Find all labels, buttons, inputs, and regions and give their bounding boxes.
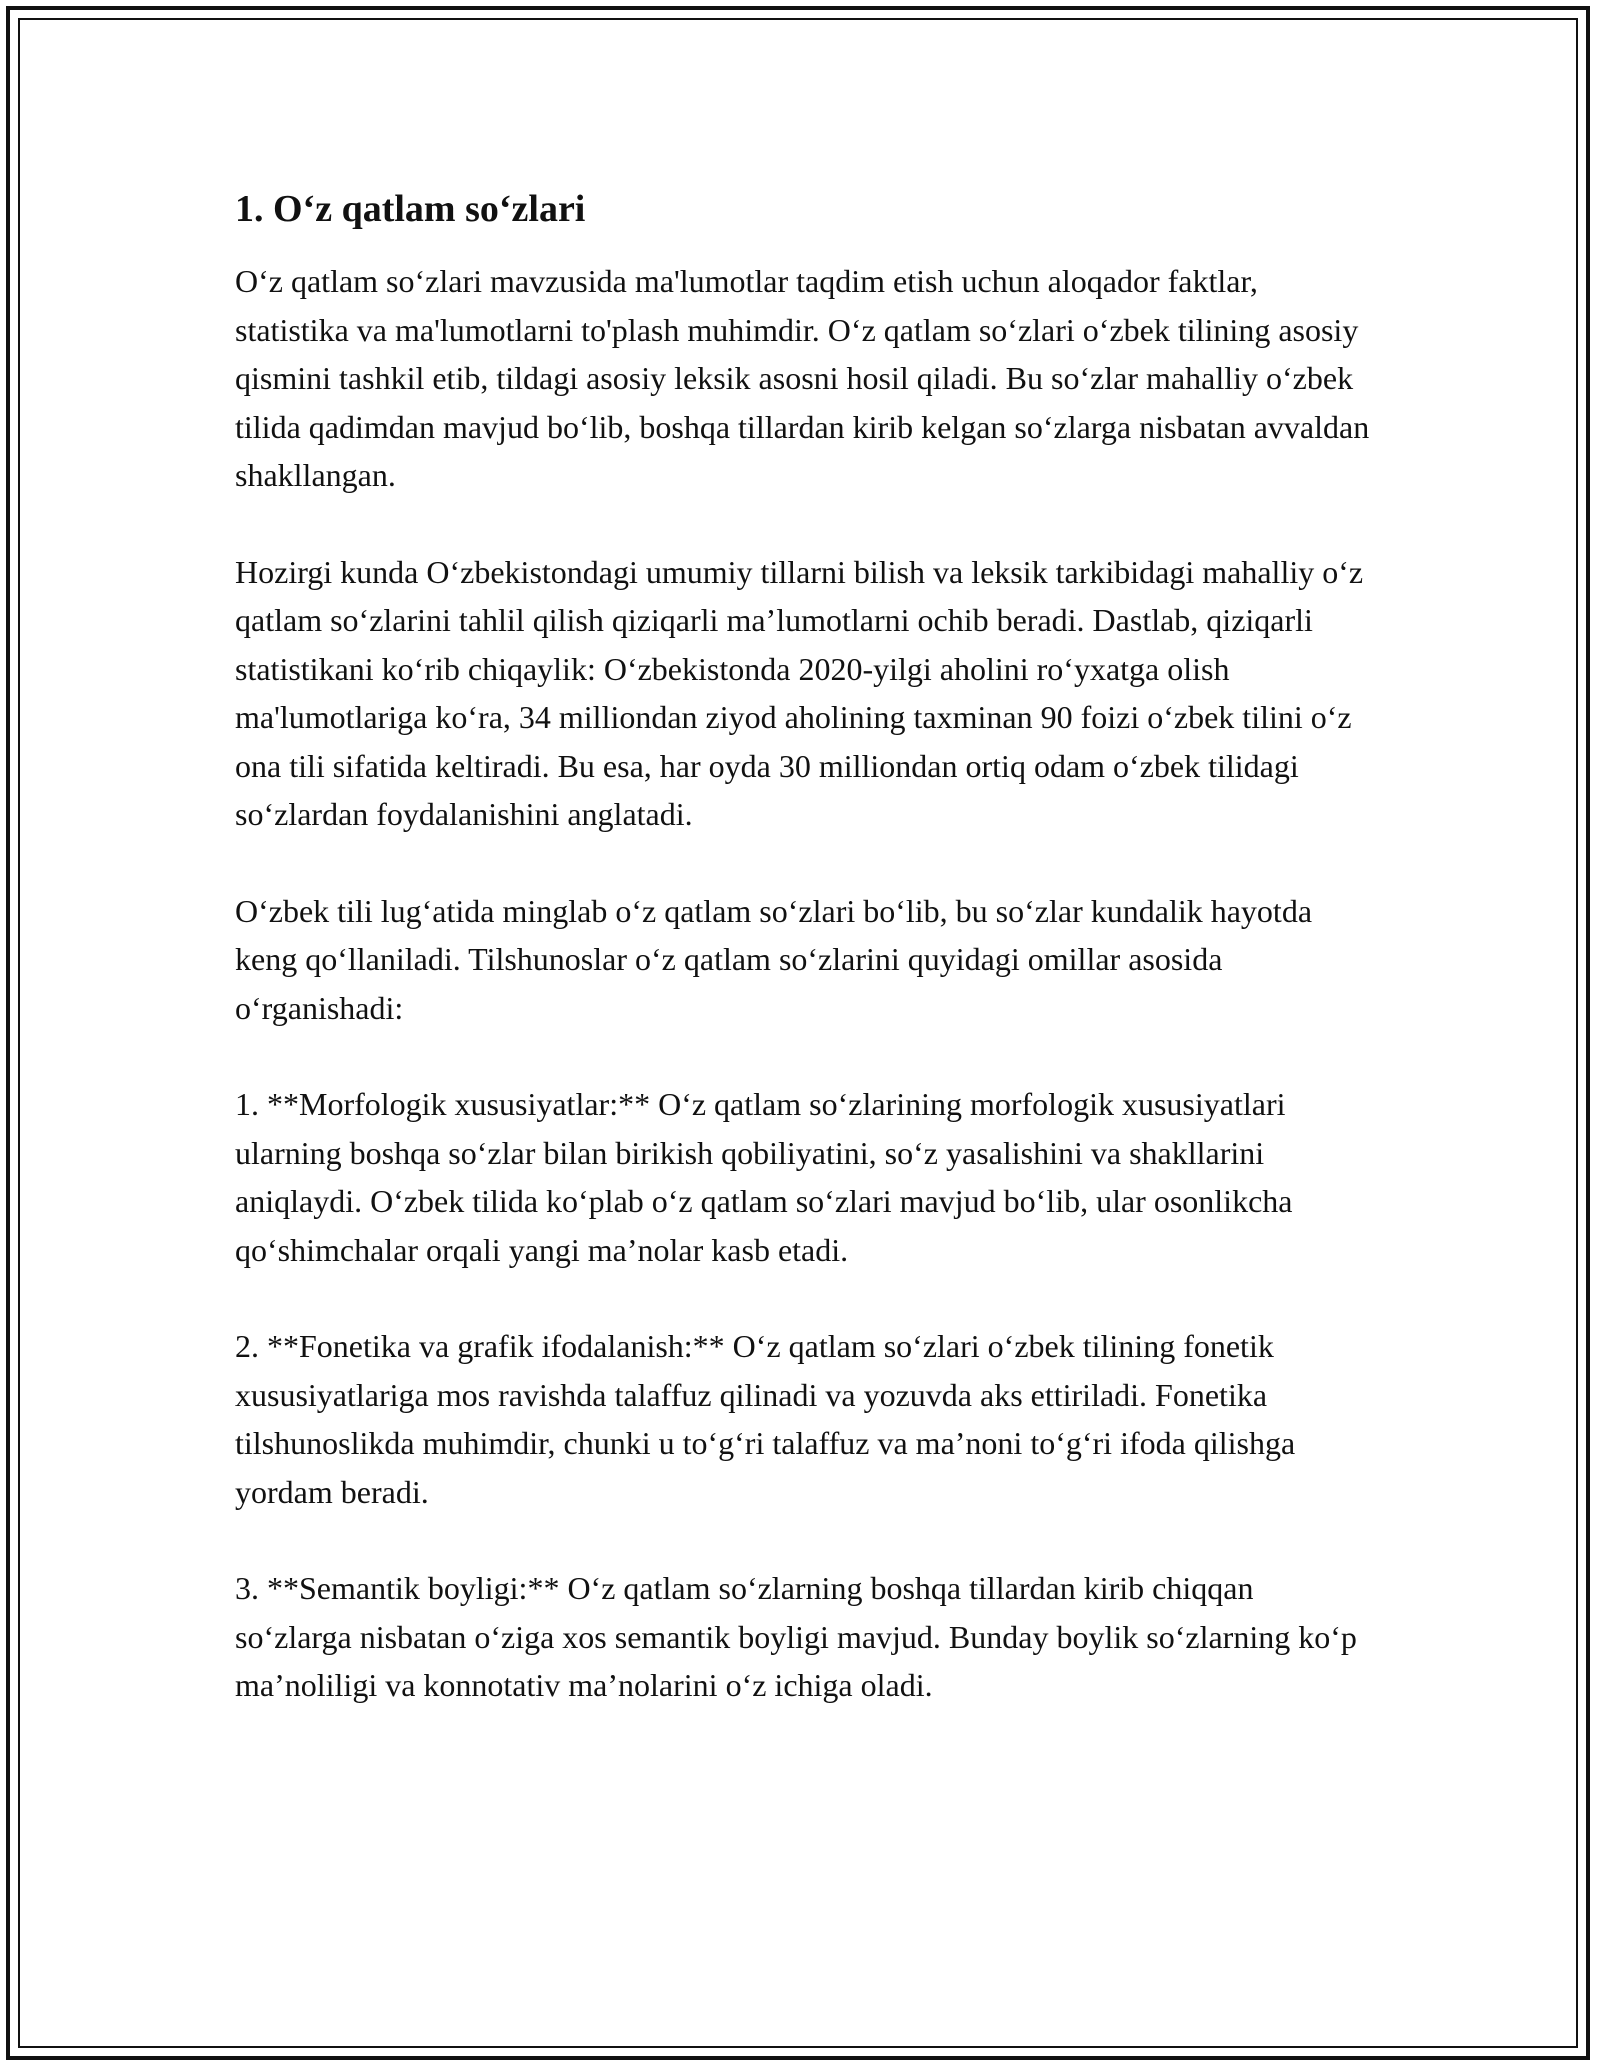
paragraph-phonetics: 2. **Fonetika va grafik ifodalanish:** O‘z qatlam so‘zlari o‘zbek tilining fonetik xususiyatlariga mos ravishda talaffuz qilinadi va yozuvda aks ettiriladi. Fonetika tilshunoslikda muhimdir, chunki u to‘g‘ri talaffuz va ma’noni to‘g‘ri ifoda qilishga yordam beradi. bbox=[235, 1328, 1296, 1510]
paragraph-semantics: 3. **Semantik boyligi:** O‘z qatlam so‘zlarning boshqa tillardan kirib chiqqan so‘zlarga nisbatan o‘ziga xos semantik boyligi mavjud. Bunday boylik so‘zlarning ko‘p ma’noliligi va konnotativ ma’nolarini o‘z ichiga oladi. bbox=[235, 1570, 1357, 1703]
paragraph-statistics: Hozirgi kunda O‘zbekistondagi umumiy tillarni bilish va leksik tarkibidagi mahalliy o‘z qatlam so‘zlarini tahlil qilish qiziqarli ma’lumotlarni ochib beradi. Dastlab, qiziqarli statistikani ko‘rib chiqaylik: O‘zbekistonda 2020-yilgi aholini ro‘yxatga olish ma'lumotlariga ko‘ra, 34 milliondan ziyod aholining taxminan 90 foizi o‘zbek tilini o‘z ona tili sifatida keltiradi. Bu esa, har oyda 30 milliondan ortiq odam o‘zbek tilidagi so‘zlardan foydalanishini anglatadi. bbox=[235, 553, 1364, 832]
document-body bbox=[235, 185, 1370, 1710]
paragraph-intro: O‘z qatlam so‘zlari mavzusida ma'lumotlar taqdim etish uchun aloqador faktlar, statistika va ma'lumotlarni to'plash muhimdir. O‘z qatlam so‘zlari o‘zbek tilining asosiy qismini tashkil etib, tildagi asosiy leksik asosni hosil qiladi. Bu so‘zlar mahalliy o‘zbek tilida qadimdan mavjud bo‘lib, boshqa tillardan kirib kelgan so‘zlarga nisbatan avvaldan shakllangan. bbox=[235, 263, 1370, 493]
paragraph-lexicon: O‘zbek tili lug‘atida minglab o‘z qatlam so‘zlari bo‘lib, bu so‘zlar kundalik hayotda keng qo‘llaniladi. Tilshunoslar o‘z qatlam so‘zlarini quyidagi omillar asosida o‘rganishadi: bbox=[235, 892, 1313, 1026]
paragraph-morphology: 1. **Morfologik xususiyatlar:** O‘z qatlam so‘zlarining morfologik xususiyatlari ularning boshqa so‘zlar bilan birikish qobiliyatini, so‘z yasalishini va shakllarini aniqlaydi. O‘zbek tilida ko‘plab o‘z qatlam so‘zlari mavjud bo‘lib, ular osonlikcha qo‘shimchalar orqali yangi ma’nolar kasb etadi. bbox=[235, 1086, 1293, 1268]
section-heading: 1. O‘z qatlam so‘zlari bbox=[235, 188, 586, 230]
